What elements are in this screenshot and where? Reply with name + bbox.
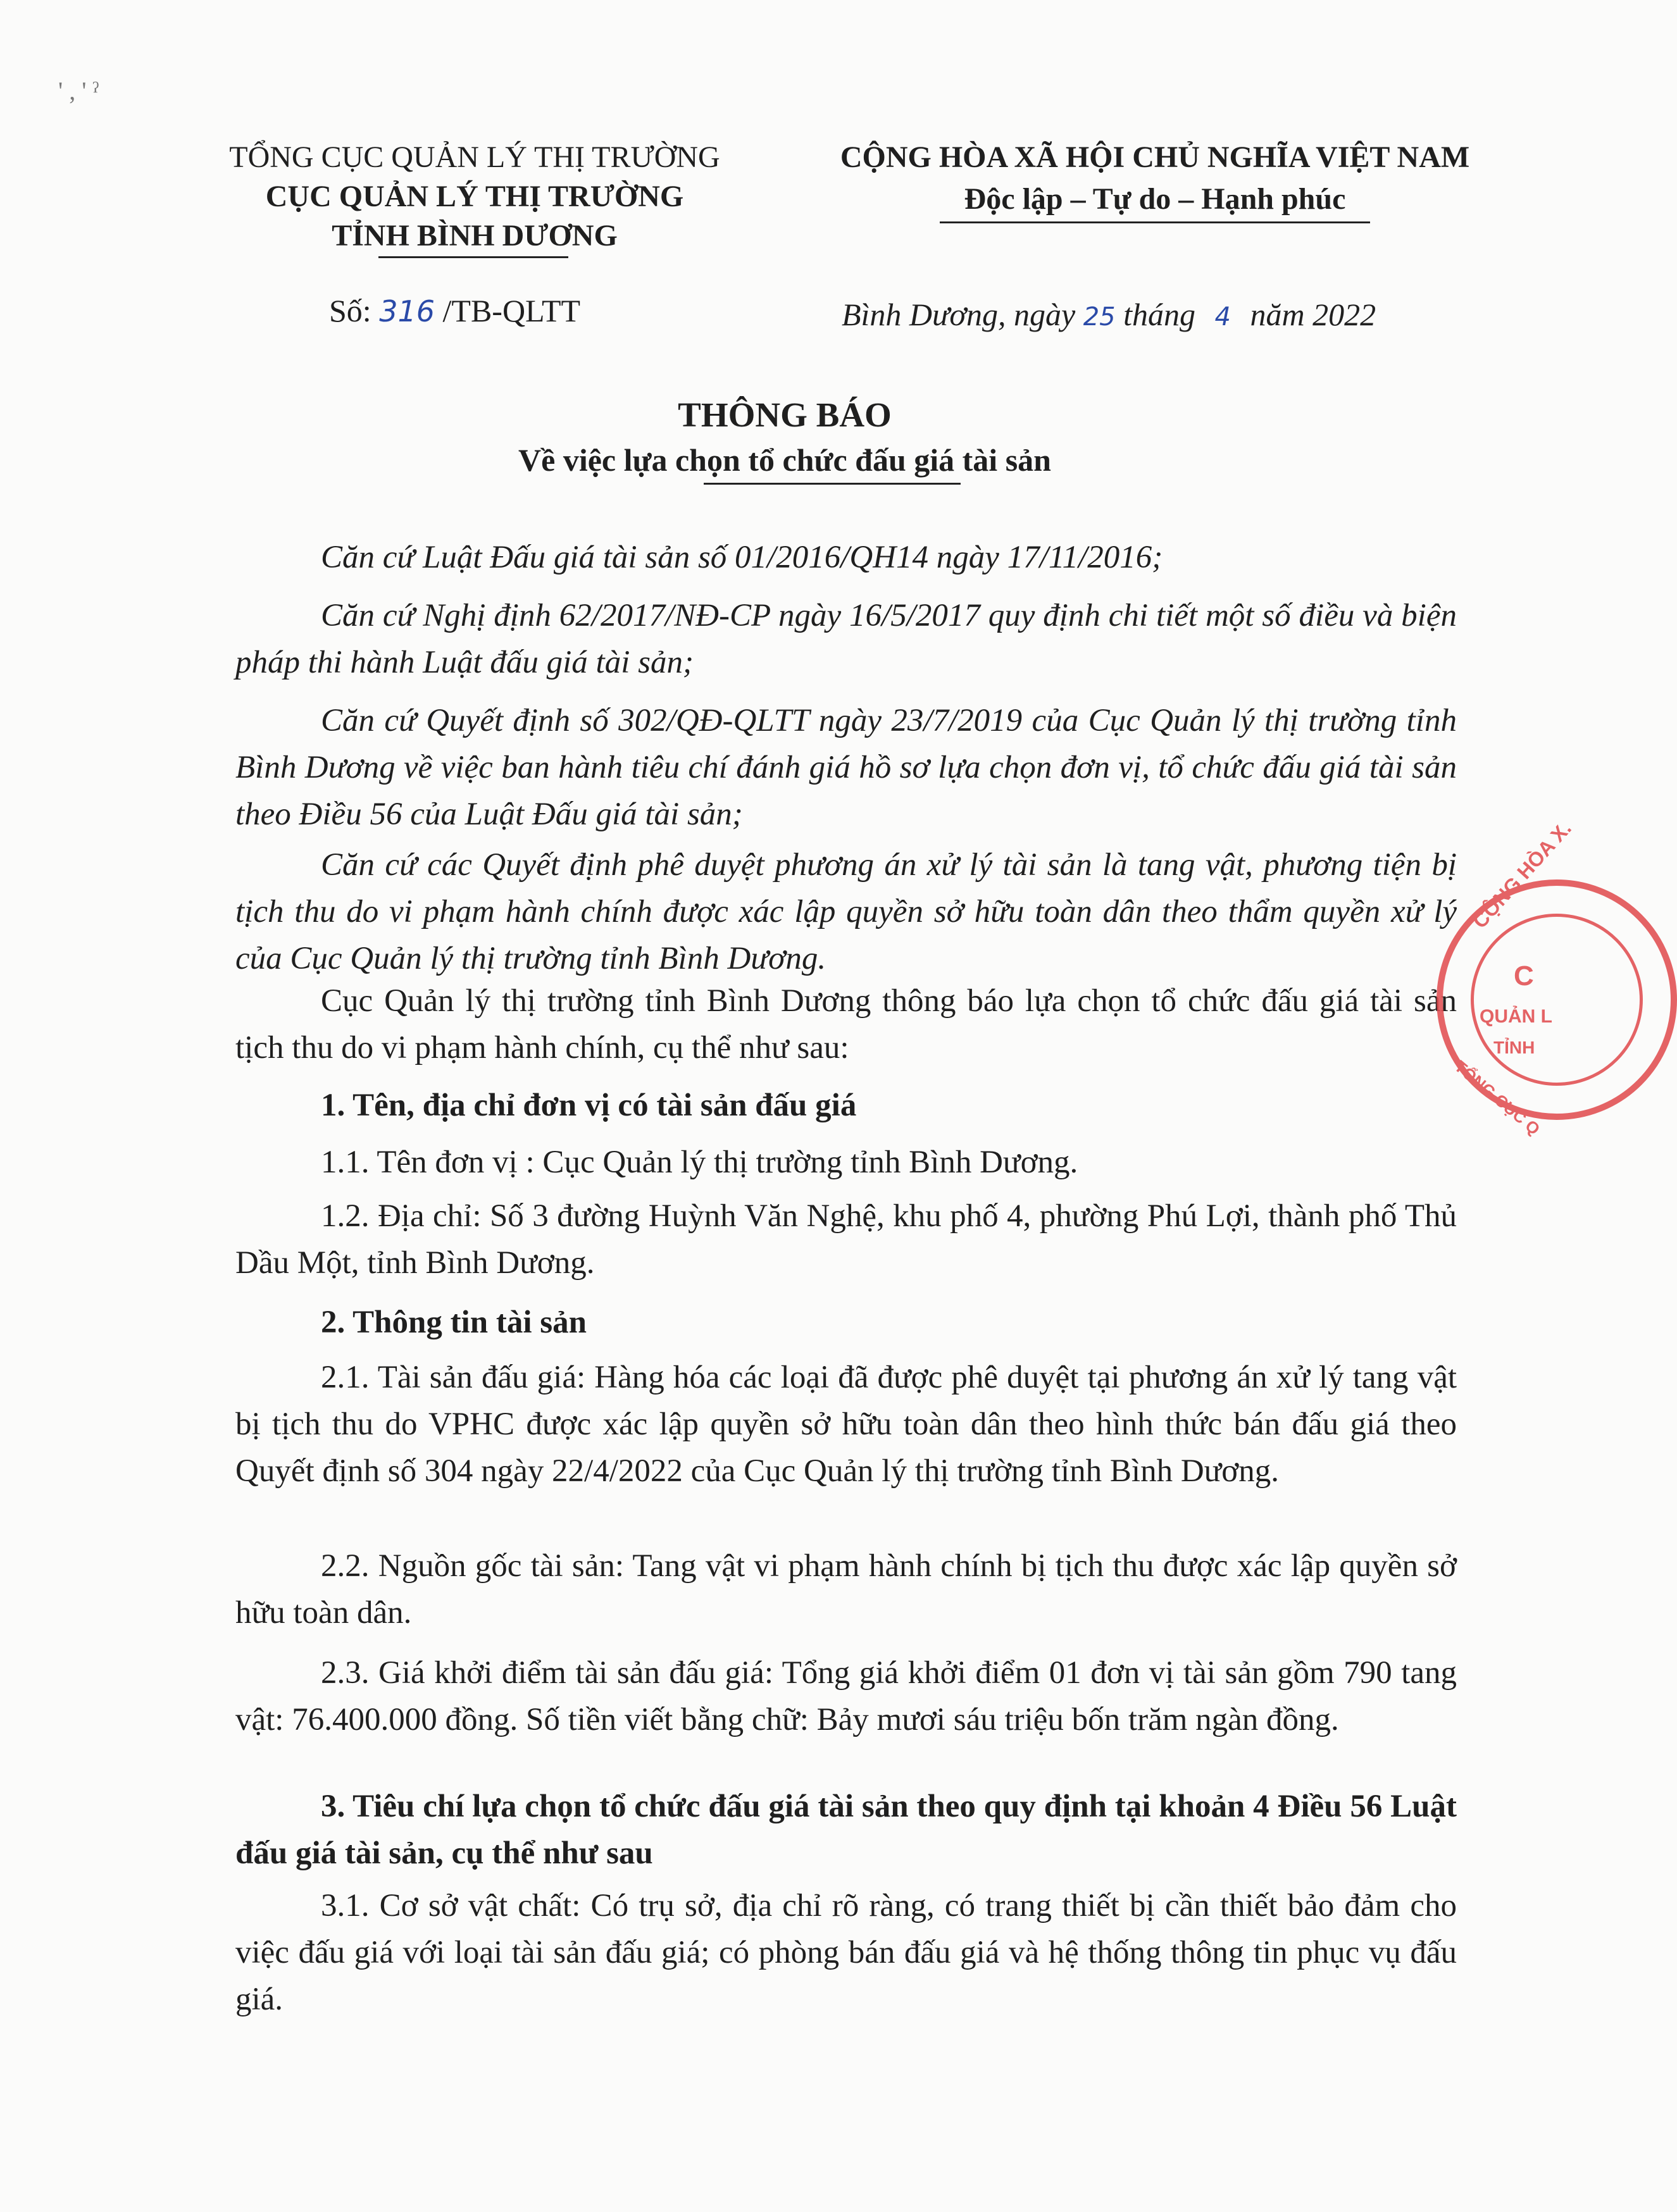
intro-paragraph: Cục Quản lý thị trường tỉnh Bình Dương thông báo lựa chọn tổ chức đấu giá tài sản tịch thu do vi phạm hành chính, cụ thể như sau: bbox=[235, 983, 1457, 1066]
handwritten-month: 4 bbox=[1214, 302, 1231, 332]
motto: Độc lập – Tự do – Hạnh phúc bbox=[964, 182, 1346, 216]
basis-2: Căn cứ Nghị định 62/2017/NĐ-CP ngày 16/5/2017 quy định chi tiết một số điều và biện pháp thi hành Luật đấu giá tài sản; bbox=[235, 598, 1457, 680]
basis-1: Căn cứ Luật Đấu giá tài sản số 01/2016/QH14 ngày 17/11/2016; bbox=[321, 540, 1163, 575]
agency-province: TỈNH BÌNH DƯƠNG bbox=[332, 219, 618, 252]
item-3-1: 3.1. Cơ sở vật chất: Có trụ sở, địa chỉ rõ ràng, có trang thiết bị cần thiết bảo đảm cho việc đấu giá với loại tài sản đấu giá; có phòng bán đấu giá và hệ thống thông tin phục vụ đấu giá. bbox=[235, 1888, 1457, 2017]
scan-marks: ' , ' ˀ bbox=[58, 77, 99, 105]
item-1-1: 1.1. Tên đơn vị : Cục Quản lý thị trường tỉnh Bình Dương. bbox=[321, 1145, 1078, 1180]
title-underline bbox=[704, 483, 961, 485]
header-left-underline bbox=[378, 256, 568, 258]
document-title bbox=[316, 392, 1253, 482]
document-number: Số: 316 /TB-QLTT bbox=[329, 293, 581, 328]
item-2-3: 2.3. Giá khởi điểm tài sản đấu giá: Tổng giá khởi điểm 01 đơn vị tài sản gồm 790 tang vật: 76.400.000 đồng. Số tiền viết bằng chữ: Bảy mươi sáu triệu bốn trăm ngàn đồng. bbox=[235, 1655, 1457, 1737]
agency-name: CỤC QUẢN LÝ THỊ TRƯỜNG bbox=[265, 180, 684, 213]
nation-name: CỘNG HÒA XÃ HỘI CHỦ NGHĨA VIỆT NAM bbox=[840, 140, 1470, 174]
section-3-heading: 3. Tiêu chí lựa chọn tổ chức đấu giá tài sản theo quy định tại khoản 4 Điều 56 Luật đấu giá tài sản, cụ thể như sau bbox=[235, 1789, 1457, 1871]
section-1-heading: 1. Tên, địa chỉ đơn vị có tài sản đấu giá bbox=[321, 1088, 857, 1123]
section-2-heading: 2. Thông tin tài sản bbox=[321, 1305, 587, 1340]
item-2-2: 2.2. Nguồn gốc tài sản: Tang vật vi phạm hành chính bị tịch thu được xác lập quyền sở hữu toàn dân. bbox=[235, 1548, 1457, 1631]
title-main: THÔNG BÁO bbox=[678, 395, 892, 434]
document-date: Bình Dương, ngày 25 tháng 4 năm 2022 bbox=[842, 297, 1376, 332]
basis-4: Căn cứ các Quyết định phê duyệt phương án xử lý tài sản là tang vật, phương tiện bị tịch thu do vi phạm hành chính được xác lập quyền sở hữu toàn dân theo thẩm quyền xử lý của Cục Quản lý thị trường tỉnh Bình Dương. bbox=[235, 847, 1457, 976]
title-subject: Về việc lựa chọn tổ chức đấu giá tài sản bbox=[518, 442, 1051, 478]
motto-underline bbox=[940, 221, 1370, 223]
header-left bbox=[190, 138, 759, 256]
handwritten-day: 25 bbox=[1083, 302, 1116, 332]
official-seal: CỘNG HÒA X. C QUẢN L TỈNH TỔNG CỤC Q bbox=[1437, 879, 1677, 1120]
header-right bbox=[804, 138, 1506, 219]
basis-3: Căn cứ Quyết định số 302/QĐ-QLTT ngày 23/7/2019 của Cục Quản lý thị trường tỉnh Bình Dương về việc ban hành tiêu chí đánh giá hồ sơ lựa chọn đơn vị, tổ chức đấu giá tài sản theo Điều 56 của Luật Đấu giá tài sản; bbox=[235, 703, 1457, 832]
item-1-2: 1.2. Địa chỉ: Số 3 đường Huỳnh Văn Nghệ, khu phố 4, phường Phú Lợi, thành phố Thủ Dầu Một, tỉnh Bình Dương. bbox=[235, 1198, 1457, 1281]
parent-agency: TỔNG CỤC QUẢN LÝ THỊ TRƯỜNG bbox=[229, 140, 720, 174]
item-2-1: 2.1. Tài sản đấu giá: Hàng hóa các loại đã được phê duyệt tại phương án xử lý tang vật bị tịch thu do VPHC được xác lập quyền sở hữu toàn dân theo hình thức bán đấu giá theo Quyết định số 304 ngày 22/4/2022 của Cục Quản lý thị trường tỉnh Bình Dương. bbox=[235, 1360, 1457, 1489]
handwritten-number: 316 bbox=[379, 294, 435, 328]
